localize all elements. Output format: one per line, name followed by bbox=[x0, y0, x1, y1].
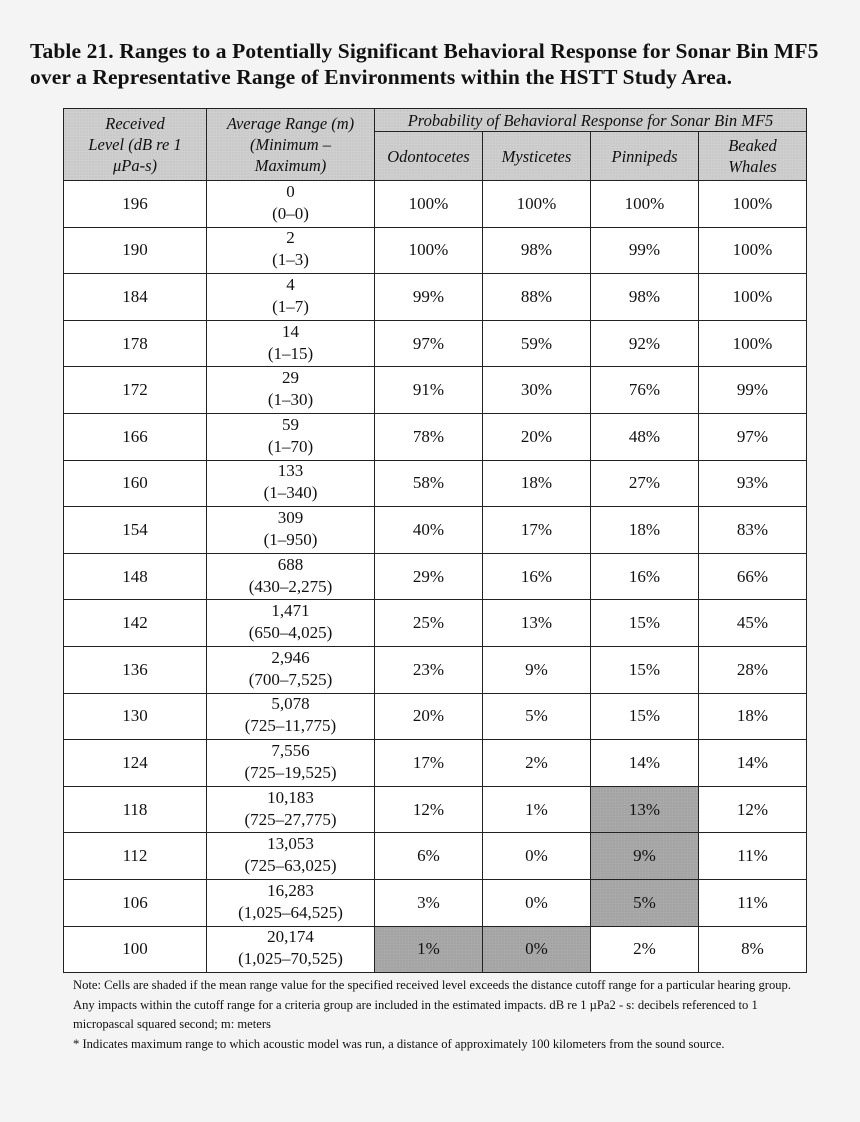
cell-received-level: 112 bbox=[64, 833, 207, 880]
average-range-value: 688 bbox=[277, 554, 304, 574]
cell-pinnipeds: 5% bbox=[591, 879, 699, 926]
table-row bbox=[64, 786, 807, 833]
cell-pinnipeds: 76% bbox=[591, 367, 699, 414]
average-range-value: 29 bbox=[282, 368, 299, 388]
cell-received-level: 190 bbox=[64, 227, 207, 274]
cell-received-level: 100 bbox=[64, 926, 207, 973]
table-row bbox=[64, 274, 807, 321]
cell-pinnipeds: 15% bbox=[591, 646, 699, 693]
average-range-value: 10,183 bbox=[267, 787, 314, 807]
cell-average-range bbox=[207, 786, 375, 833]
cell-odontocetes: 29% bbox=[375, 553, 483, 600]
cell-pinnipeds: 98% bbox=[591, 274, 699, 321]
cell-beaked-whales: 99% bbox=[699, 367, 807, 414]
cell-received-level: 160 bbox=[64, 460, 207, 507]
cell-odontocetes: 58% bbox=[375, 460, 483, 507]
cell-received-level: 106 bbox=[64, 879, 207, 926]
min-max-range: (0–0) bbox=[272, 203, 309, 223]
cell-beaked-whales: 100% bbox=[699, 320, 807, 367]
cell-odontocetes: 6% bbox=[375, 833, 483, 880]
table-row bbox=[64, 600, 807, 647]
cell-odontocetes: 12% bbox=[375, 786, 483, 833]
cell-beaked-whales: 12% bbox=[699, 786, 807, 833]
min-max-range: (1–950) bbox=[263, 529, 318, 549]
cell-average-range bbox=[207, 227, 375, 274]
cell-received-level: 184 bbox=[64, 274, 207, 321]
table-row bbox=[64, 646, 807, 693]
min-max-range: (1–15) bbox=[267, 343, 314, 363]
min-max-range: (700–7,525) bbox=[248, 669, 333, 689]
min-max-range: (1–340) bbox=[263, 483, 318, 503]
cell-odontocetes: 100% bbox=[375, 227, 483, 274]
average-range-value: 7,556 bbox=[271, 740, 310, 760]
cell-mysticetes: 18% bbox=[483, 460, 591, 507]
table-row bbox=[64, 227, 807, 274]
cell-mysticetes: 2% bbox=[483, 740, 591, 787]
cell-pinnipeds: 9% bbox=[591, 833, 699, 880]
min-max-range: (1–7) bbox=[272, 296, 309, 316]
cell-pinnipeds: 16% bbox=[591, 553, 699, 600]
cell-beaked-whales: 28% bbox=[699, 646, 807, 693]
average-range-value: 133 bbox=[277, 461, 304, 481]
table-row bbox=[64, 181, 807, 228]
cell-received-level: 142 bbox=[64, 600, 207, 647]
header-average-range: Average Range (m) (Minimum – Maximum) bbox=[207, 109, 375, 181]
header-mysticetes: Mysticetes bbox=[483, 132, 591, 181]
min-max-range: (725–27,775) bbox=[244, 809, 337, 829]
header-beaked-whales: Beaked Whales bbox=[699, 132, 807, 181]
table-row bbox=[64, 833, 807, 880]
cell-average-range bbox=[207, 693, 375, 740]
cell-mysticetes: 88% bbox=[483, 274, 591, 321]
average-range-value: 309 bbox=[277, 507, 304, 527]
cell-average-range bbox=[207, 879, 375, 926]
cell-received-level: 118 bbox=[64, 786, 207, 833]
cell-odontocetes: 97% bbox=[375, 320, 483, 367]
cell-average-range bbox=[207, 413, 375, 460]
cell-pinnipeds: 14% bbox=[591, 740, 699, 787]
table-row bbox=[64, 879, 807, 926]
min-max-range: (725–11,775) bbox=[244, 716, 337, 736]
average-range-value: 4 bbox=[286, 274, 295, 294]
table-row bbox=[64, 926, 807, 973]
cell-odontocetes: 91% bbox=[375, 367, 483, 414]
cell-beaked-whales: 14% bbox=[699, 740, 807, 787]
cell-received-level: 148 bbox=[64, 553, 207, 600]
cell-received-level: 196 bbox=[64, 181, 207, 228]
cell-pinnipeds: 92% bbox=[591, 320, 699, 367]
cell-pinnipeds: 18% bbox=[591, 507, 699, 554]
average-range-value: 16,283 bbox=[267, 880, 314, 900]
cell-beaked-whales: 83% bbox=[699, 507, 807, 554]
header-pinnipeds: Pinnipeds bbox=[591, 132, 699, 181]
table-row bbox=[64, 460, 807, 507]
table-row bbox=[64, 367, 807, 414]
average-range-value: 14 bbox=[282, 321, 299, 341]
cell-received-level: 136 bbox=[64, 646, 207, 693]
average-range-value: 1,471 bbox=[271, 601, 310, 621]
cell-average-range bbox=[207, 646, 375, 693]
cell-received-level: 154 bbox=[64, 507, 207, 554]
table-row bbox=[64, 413, 807, 460]
note-max-range: * Indicates maximum range to which acoustic model was run, a distance of approximately 100 kilometers from the sound source. bbox=[73, 1036, 725, 1051]
cell-odontocetes: 1% bbox=[375, 926, 483, 973]
cell-odontocetes: 99% bbox=[375, 274, 483, 321]
average-range-value: 2 bbox=[286, 228, 295, 248]
table-row bbox=[64, 553, 807, 600]
cell-mysticetes: 30% bbox=[483, 367, 591, 414]
cell-pinnipeds: 15% bbox=[591, 693, 699, 740]
average-range-value: 2,946 bbox=[271, 647, 310, 667]
cell-average-range bbox=[207, 274, 375, 321]
cell-beaked-whales: 97% bbox=[699, 413, 807, 460]
min-max-range: (1,025–64,525) bbox=[238, 902, 343, 922]
cell-average-range bbox=[207, 833, 375, 880]
cell-odontocetes: 25% bbox=[375, 600, 483, 647]
cell-odontocetes: 20% bbox=[375, 693, 483, 740]
table-title: Table 21. Ranges to a Potentially Significant Behavioral Response for Sonar Bin MF5 over a Representative Range of Environments within the HSTT Study Area. bbox=[30, 39, 819, 89]
header-odontocetes: Odontocetes bbox=[375, 132, 483, 181]
header-probability: Probability of Behavioral Response for Sonar Bin MF5 bbox=[375, 109, 807, 132]
cell-average-range bbox=[207, 553, 375, 600]
cell-mysticetes: 0% bbox=[483, 833, 591, 880]
cell-average-range bbox=[207, 320, 375, 367]
cell-mysticetes: 20% bbox=[483, 413, 591, 460]
cell-odontocetes: 3% bbox=[375, 879, 483, 926]
cell-beaked-whales: 100% bbox=[699, 274, 807, 321]
cell-average-range bbox=[207, 507, 375, 554]
min-max-range: (1–3) bbox=[272, 250, 309, 270]
cell-beaked-whales: 100% bbox=[699, 181, 807, 228]
header-received-level: Received Level (dB re 1 μPa-s) bbox=[64, 109, 207, 181]
table-row bbox=[64, 507, 807, 554]
cell-pinnipeds: 13% bbox=[591, 786, 699, 833]
cell-pinnipeds: 48% bbox=[591, 413, 699, 460]
cell-mysticetes: 59% bbox=[483, 320, 591, 367]
cell-beaked-whales: 8% bbox=[699, 926, 807, 973]
average-range-value: 20,174 bbox=[267, 927, 314, 947]
cell-average-range bbox=[207, 926, 375, 973]
min-max-range: (1–30) bbox=[267, 390, 314, 410]
cell-odontocetes: 78% bbox=[375, 413, 483, 460]
cell-average-range bbox=[207, 181, 375, 228]
cell-mysticetes: 5% bbox=[483, 693, 591, 740]
cell-mysticetes: 16% bbox=[483, 553, 591, 600]
cell-odontocetes: 23% bbox=[375, 646, 483, 693]
table-row bbox=[64, 693, 807, 740]
cell-average-range bbox=[207, 460, 375, 507]
min-max-range: (1,025–70,525) bbox=[238, 949, 343, 969]
note-shading: Note: Cells are shaded if the mean range value for the specified received level exceeds the distance cutoff range for a particular hearing group. Any impacts within the cutoff range for a criteria group are included in the estimated impacts. dB re 1 µPa2 - s: decibels referenced to 1 micropascal squared second; m: meters bbox=[73, 978, 791, 1031]
cell-mysticetes: 17% bbox=[483, 507, 591, 554]
cell-odontocetes: 17% bbox=[375, 740, 483, 787]
min-max-range: (725–19,525) bbox=[244, 762, 337, 782]
cell-beaked-whales: 93% bbox=[699, 460, 807, 507]
cell-mysticetes: 13% bbox=[483, 600, 591, 647]
cell-mysticetes: 9% bbox=[483, 646, 591, 693]
min-max-range: (1–70) bbox=[267, 436, 314, 456]
min-max-range: (650–4,025) bbox=[248, 623, 333, 643]
cell-mysticetes: 100% bbox=[483, 181, 591, 228]
cell-beaked-whales: 18% bbox=[699, 693, 807, 740]
cell-odontocetes: 100% bbox=[375, 181, 483, 228]
average-range-value: 0 bbox=[286, 181, 295, 201]
cell-average-range bbox=[207, 600, 375, 647]
min-max-range: (430–2,275) bbox=[248, 576, 333, 596]
cell-received-level: 124 bbox=[64, 740, 207, 787]
cell-pinnipeds: 15% bbox=[591, 600, 699, 647]
cell-mysticetes: 0% bbox=[483, 926, 591, 973]
cell-average-range bbox=[207, 740, 375, 787]
cell-mysticetes: 98% bbox=[483, 227, 591, 274]
cell-beaked-whales: 100% bbox=[699, 227, 807, 274]
cell-pinnipeds: 100% bbox=[591, 181, 699, 228]
cell-beaked-whales: 45% bbox=[699, 600, 807, 647]
average-range-value: 13,053 bbox=[267, 834, 314, 854]
cell-beaked-whales: 11% bbox=[699, 879, 807, 926]
table-row bbox=[64, 320, 807, 367]
average-range-value: 59 bbox=[282, 414, 299, 434]
min-max-range: (725–63,025) bbox=[244, 856, 337, 876]
table-notes bbox=[73, 976, 813, 1054]
table-body bbox=[64, 181, 807, 973]
cell-received-level: 130 bbox=[64, 693, 207, 740]
cell-received-level: 166 bbox=[64, 413, 207, 460]
cell-pinnipeds: 2% bbox=[591, 926, 699, 973]
cell-mysticetes: 0% bbox=[483, 879, 591, 926]
cell-pinnipeds: 99% bbox=[591, 227, 699, 274]
cell-odontocetes: 40% bbox=[375, 507, 483, 554]
behavioral-response-table bbox=[63, 108, 807, 973]
cell-average-range bbox=[207, 367, 375, 414]
table-row bbox=[64, 740, 807, 787]
cell-mysticetes: 1% bbox=[483, 786, 591, 833]
cell-pinnipeds: 27% bbox=[591, 460, 699, 507]
cell-beaked-whales: 11% bbox=[699, 833, 807, 880]
cell-beaked-whales: 66% bbox=[699, 553, 807, 600]
average-range-value: 5,078 bbox=[271, 694, 310, 714]
cell-received-level: 172 bbox=[64, 367, 207, 414]
cell-received-level: 178 bbox=[64, 320, 207, 367]
